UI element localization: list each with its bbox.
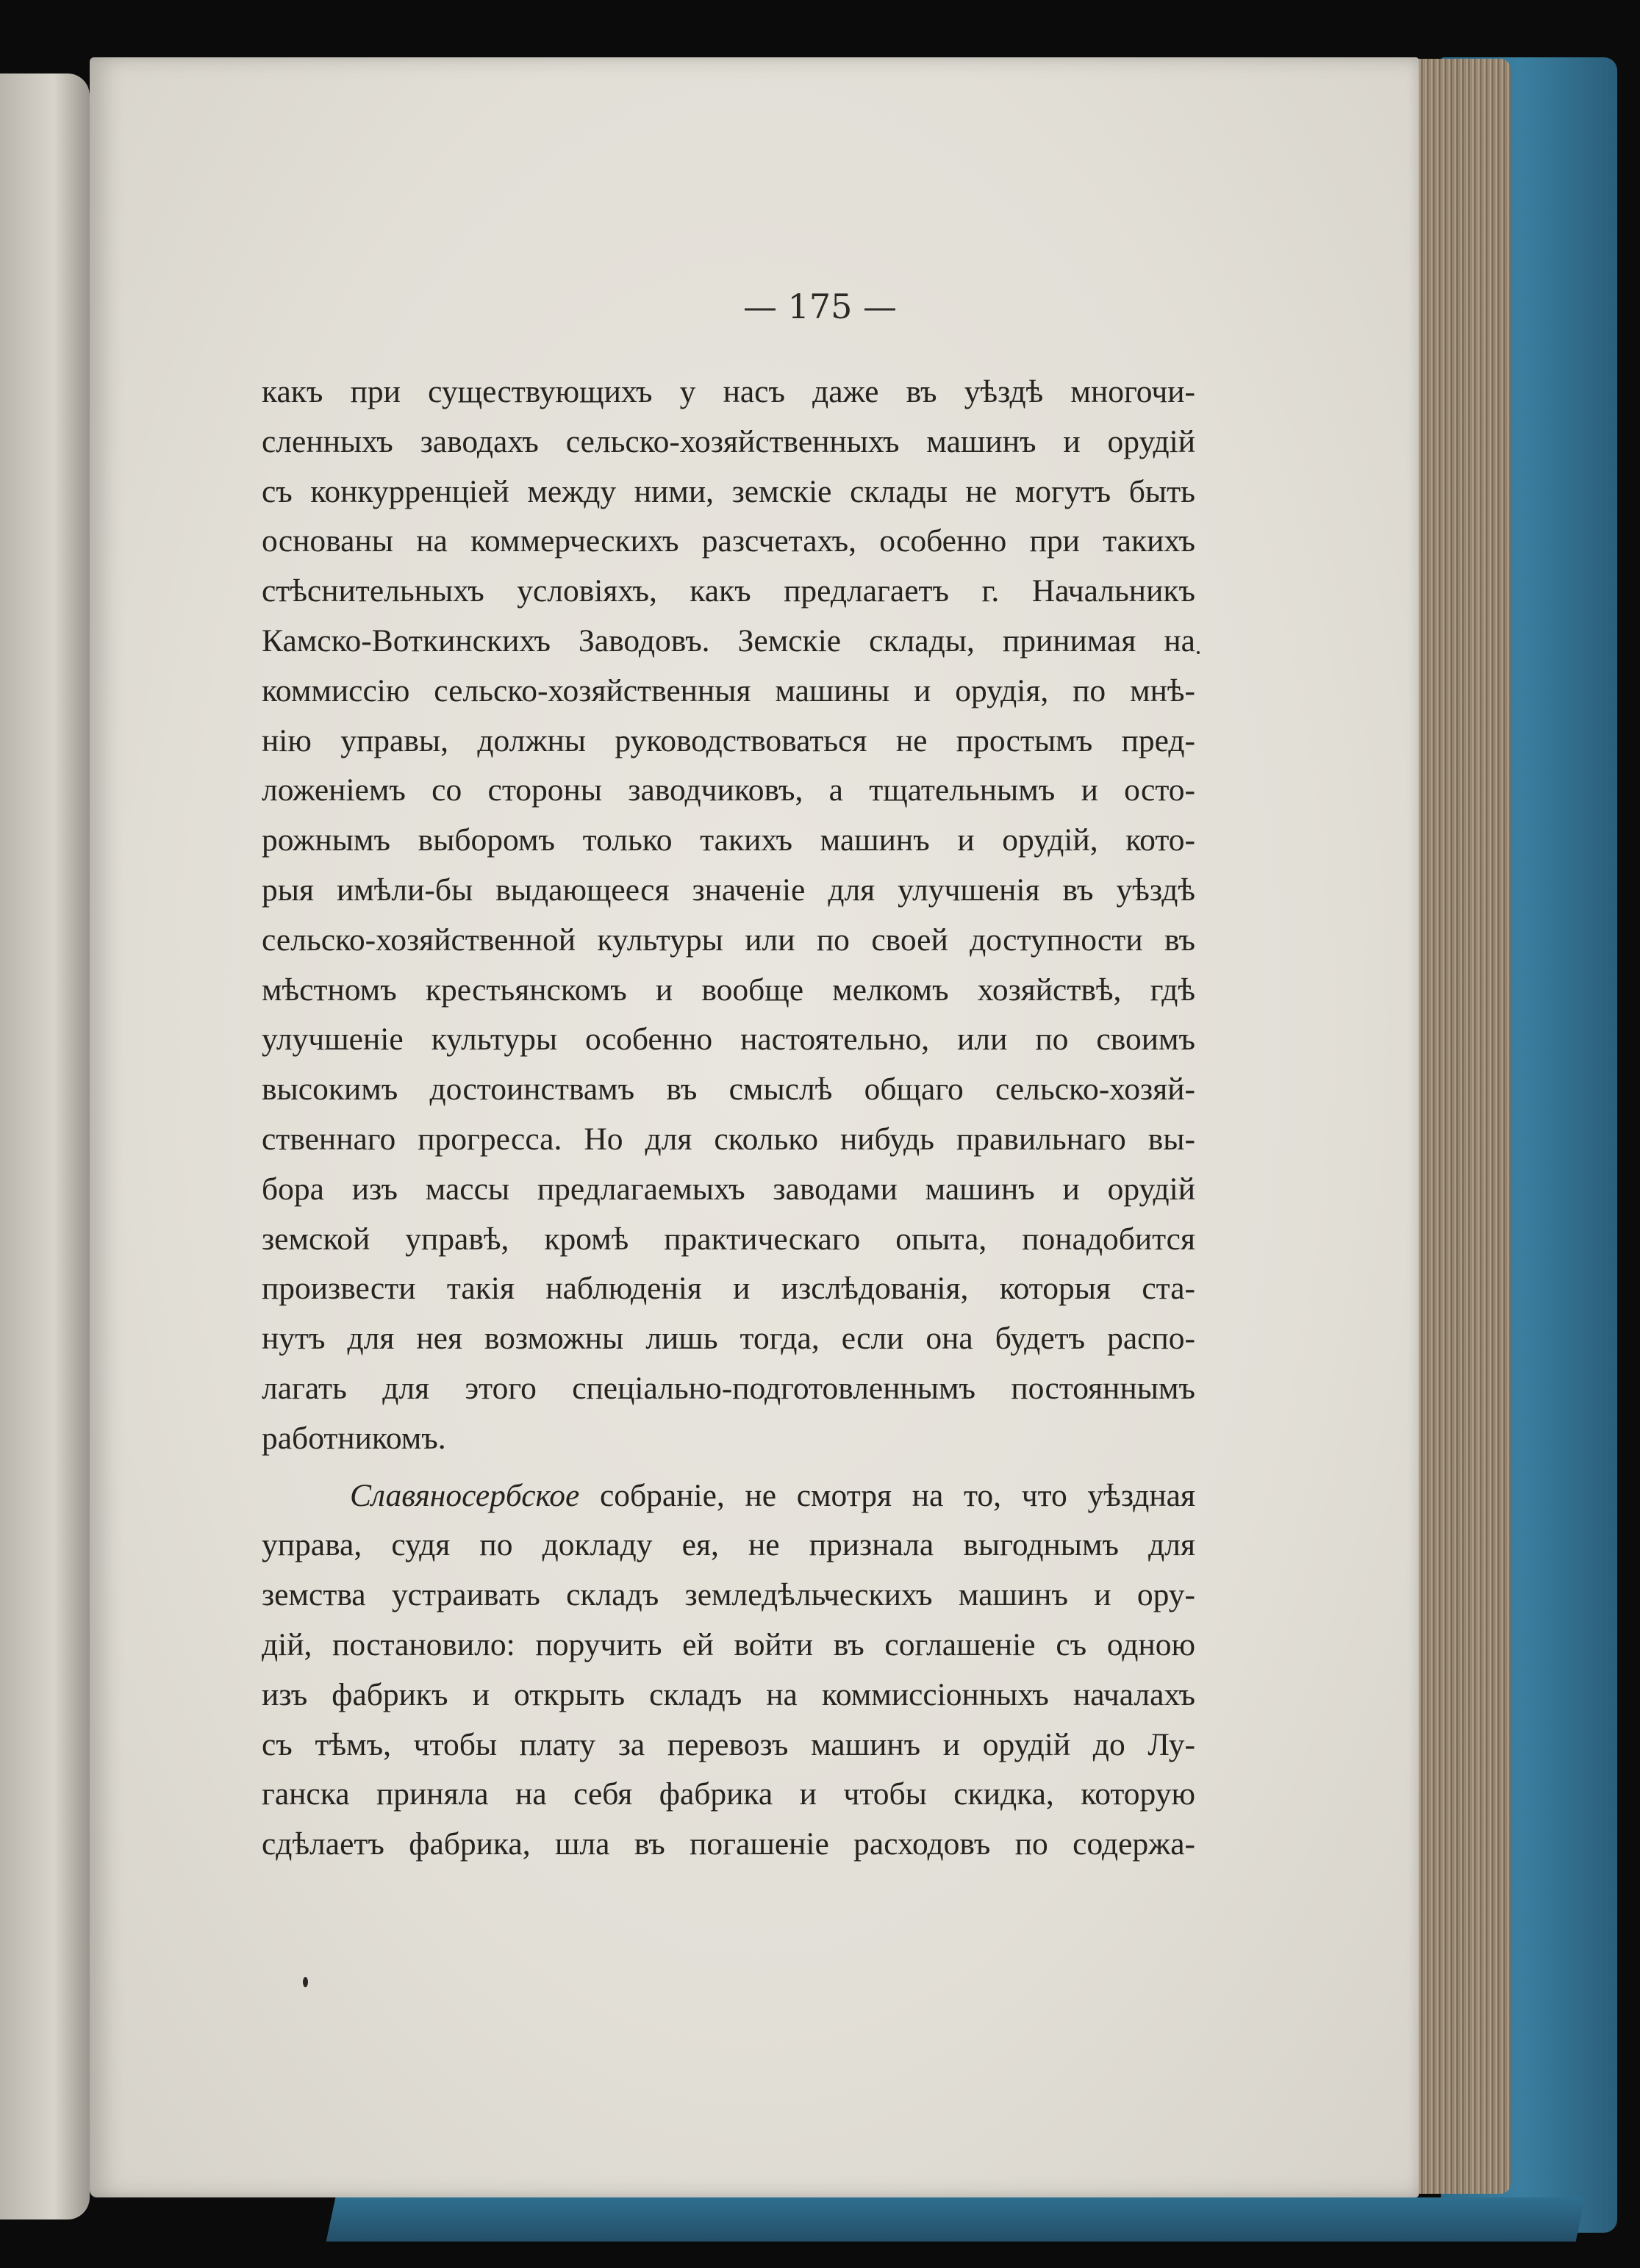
text-line: высокимъ достоинствамъ въ смыслѣ общаго сельско-хозяй- <box>262 1072 1195 1108</box>
text-segment: собраніе, не смотря на то, что уѣздная <box>579 1477 1195 1513</box>
text-line: стѣснительныхъ условіяхъ, какъ предлагаетъ г. Начальникъ <box>262 573 1195 609</box>
text-line: ственнаго прогресса. Но для сколько нибудь правильнаго вы- <box>262 1121 1195 1157</box>
italic-place-name: Славяносербское <box>350 1477 580 1513</box>
text-line: Камско-Воткинскихъ Заводовъ. Земскіе склады, принимая на <box>262 622 1195 658</box>
book-cover-bottom <box>326 2197 1586 2242</box>
text-line: рыя имѣли-бы выдающееся значеніе для улучшенія въ уѣздѣ <box>262 872 1195 908</box>
text-line: земской управѣ, кромѣ практическаго опыта, понадобится <box>262 1221 1195 1257</box>
text-line: ганска приняла на себя фабрика и чтобы скидка, которую <box>262 1776 1195 1812</box>
left-page-edge <box>0 73 90 2219</box>
text-line: коммиссію сельско-хозяйственныя машины и орудія, по мнѣ- <box>262 672 1195 708</box>
text-line: сельско-хозяйственной культуры или по своей доступности въ <box>262 922 1195 958</box>
text-line: лагать для этого спеціально-подготовленнымъ постояннымъ <box>262 1370 1195 1406</box>
text-line: какъ при существующихъ у насъ даже въ уѣздѣ многочи- <box>262 374 1195 409</box>
text-line: сленныхъ заводахъ сельско-хозяйственныхъ машинъ и орудій <box>262 423 1195 459</box>
text-line: нію управы, должны руководствоваться не простымъ пред- <box>262 722 1195 758</box>
text-line: ложеніемъ со стороны заводчиковъ, а тщательнымъ и осто- <box>262 772 1195 808</box>
text-line: земства устраивать складъ земледѣльческихъ машинъ и ору- <box>262 1577 1195 1613</box>
text-line: съ конкурренціей между ними, земскіе склады не могутъ быть <box>262 473 1195 509</box>
ink-speck <box>1197 651 1200 654</box>
text-line: управа, судя по докладу ея, не признала выгоднымъ для <box>262 1527 1195 1563</box>
ink-speck <box>303 1977 308 1987</box>
text-line: основаны на коммерческихъ разсчетахъ, особенно при такихъ <box>262 523 1195 559</box>
text-line-first <box>262 1471 1195 1521</box>
text-line: рожнымъ выборомъ только такихъ машинъ и орудій, кото- <box>262 822 1195 858</box>
text-line: дій, постановило: поручить ей войти въ соглашеніе съ одною <box>262 1626 1195 1662</box>
body-text <box>262 367 1195 1870</box>
text-line: сдѣлаетъ фабрика, шла въ погашеніе расходовъ по содержа- <box>262 1826 1195 1862</box>
text-line: улучшеніе культуры особенно настоятельно, или по своимъ <box>262 1022 1195 1058</box>
text-line: съ тѣмъ, чтобы плату за перевозъ машинъ и орудій до Лу- <box>262 1726 1195 1762</box>
text-line: бора изъ массы предлагаемыхъ заводами машинъ и орудій <box>262 1171 1195 1207</box>
text-line: произвести такія наблюденія и изслѣдованія, которыя ста- <box>262 1271 1195 1307</box>
text-line: работникомъ. <box>262 1420 446 1456</box>
text-line: мѣстномъ крестьянскомъ и вообще мелкомъ хозяйствѣ, гдѣ <box>262 972 1195 1008</box>
paragraph-gap <box>262 1464 1195 1471</box>
text-line: нутъ для нея возможны лишь тогда, если она будетъ распо- <box>262 1321 1195 1357</box>
text-line: изъ фабрикъ и открыть складъ на коммиссіонныхъ началахъ <box>262 1676 1195 1712</box>
page-number: — 175 — <box>742 287 898 326</box>
